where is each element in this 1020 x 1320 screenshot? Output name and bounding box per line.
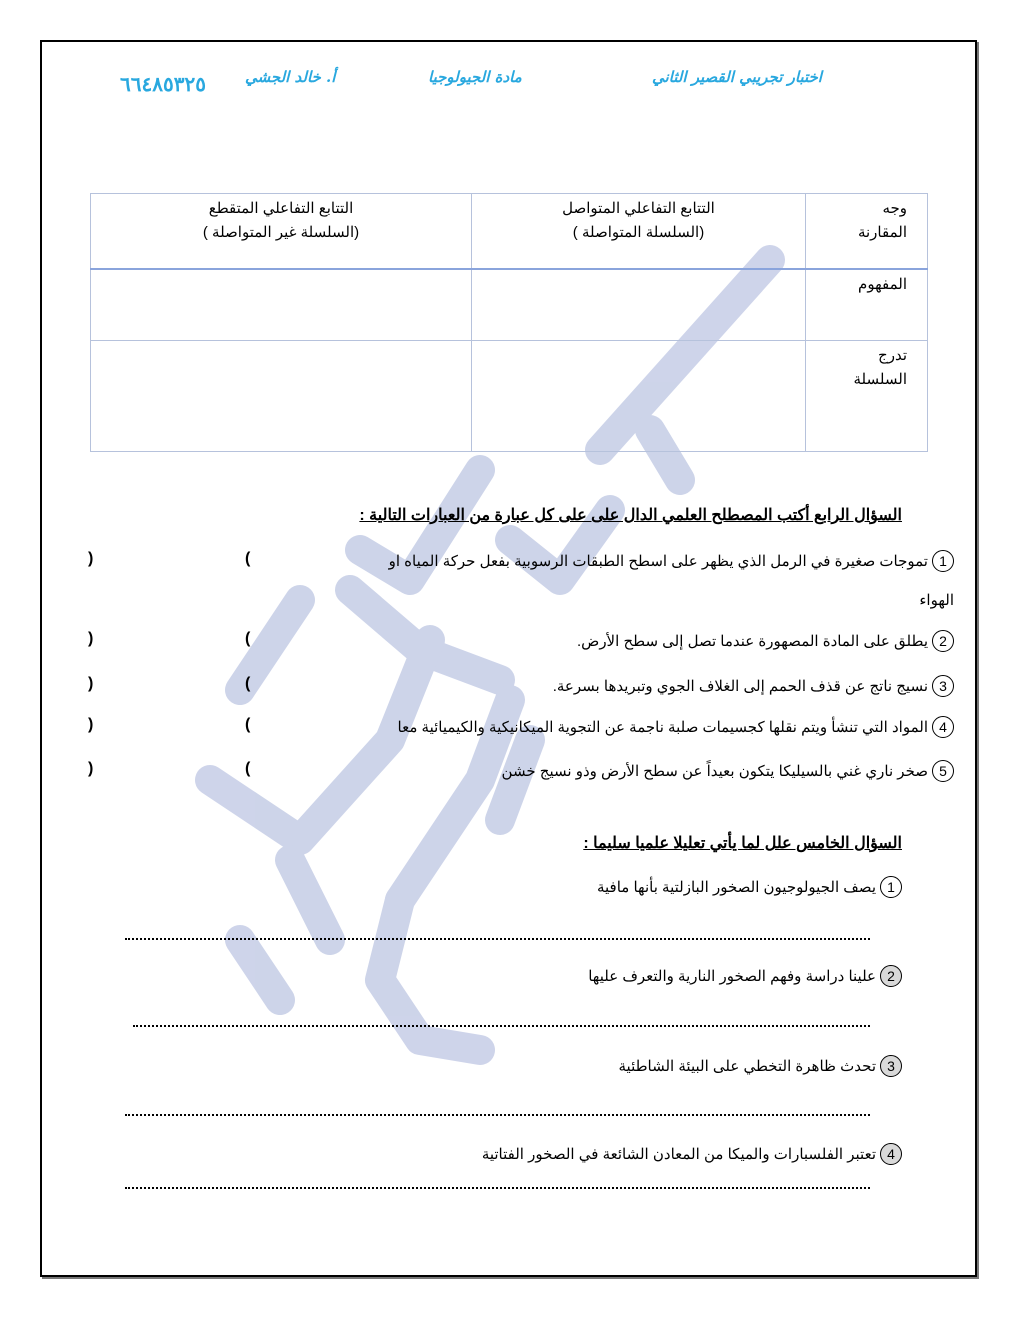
answer-open-paren: ( bbox=[245, 630, 251, 647]
item-continuation: الهواء bbox=[919, 592, 954, 609]
list-item bbox=[398, 716, 954, 738]
list-item bbox=[619, 1055, 903, 1077]
item-number: 1 bbox=[932, 550, 954, 572]
item-text: تموجات صغيرة في الرمل الذي يظهر على اسطح الطبقات الرسوبية بفعل حركة المياه او bbox=[388, 553, 928, 570]
item-text: تعتبر الفلسبارات والميكا من المعادن الشائعة في الصخور الفتاتية bbox=[481, 1146, 876, 1163]
item-text: نسيج ناتج عن قذف الحمم إلى الغلاف الجوي وتبريدها بسرعة. bbox=[552, 678, 928, 695]
item-text: يطلق على المادة المصهورة عندما تصل إلى سطح الأرض. bbox=[577, 633, 928, 650]
answer-open-paren: ( bbox=[245, 550, 251, 567]
col-header-discontinuous: التتابع التفاعلي المتقطع (السلسلة غير المتواصلة ) bbox=[91, 194, 472, 270]
answer-line[interactable] bbox=[125, 1110, 870, 1116]
comparison-table bbox=[90, 193, 928, 452]
phone-number: ٦٦٤٨٥٣٢٥ bbox=[120, 72, 206, 96]
list-item bbox=[389, 550, 954, 572]
table-row bbox=[91, 341, 928, 452]
item-number: 4 bbox=[932, 716, 954, 738]
question4-title: السؤال الرابع أكتب المصطلح العلمي الدال على على كل عبارة من العبارات التالية : bbox=[359, 507, 902, 524]
item-text: علينا دراسة وفهم الصخور النارية والتعرف عليها bbox=[588, 968, 876, 985]
col-header-continuous: التتابع التفاعلي المتواصل (السلسلة المتواصلة ) bbox=[472, 194, 806, 270]
answer-open-paren: ( bbox=[245, 760, 251, 777]
item-number: 2 bbox=[932, 630, 954, 652]
item-number: 3 bbox=[932, 675, 954, 697]
answer-cell[interactable] bbox=[91, 341, 472, 452]
item-number: 3 bbox=[880, 1055, 902, 1077]
list-item bbox=[577, 630, 954, 652]
answer-open-paren: ( bbox=[245, 675, 251, 692]
list-item bbox=[482, 1143, 902, 1165]
answer-close-paren: ) bbox=[88, 630, 94, 647]
list-item bbox=[502, 760, 954, 782]
answer-cell[interactable] bbox=[472, 341, 806, 452]
row-label-gradation: تدرج السلسلة bbox=[806, 341, 928, 452]
corner-cell: وجه المقارنة bbox=[806, 194, 928, 270]
answer-line[interactable] bbox=[133, 1021, 870, 1027]
item-number: 5 bbox=[932, 760, 954, 782]
table-header-row bbox=[91, 194, 928, 270]
item-number: 2 bbox=[880, 965, 902, 987]
answer-close-paren: ) bbox=[88, 675, 94, 692]
list-item bbox=[588, 965, 902, 987]
item-text: تحدث ظاهرة التخطي على البيئة الشاطئية bbox=[618, 1058, 876, 1075]
answer-close-paren: ) bbox=[88, 760, 94, 777]
answer-cell[interactable] bbox=[91, 269, 472, 341]
table-row bbox=[91, 269, 928, 341]
answer-line[interactable] bbox=[125, 1183, 870, 1189]
subject-label: مادة الجيولوجيا bbox=[428, 68, 522, 86]
list-item bbox=[597, 876, 902, 898]
answer-close-paren: ) bbox=[88, 550, 94, 567]
list-item bbox=[553, 675, 954, 697]
row-label-concept: المفهوم bbox=[806, 269, 928, 341]
answer-line[interactable] bbox=[125, 934, 870, 940]
item-number: 4 bbox=[880, 1143, 902, 1165]
answer-cell[interactable] bbox=[472, 269, 806, 341]
answer-close-paren: ) bbox=[88, 716, 94, 733]
exam-title: اختبار تجريبي القصير الثاني bbox=[652, 68, 822, 86]
question5-title: السؤال الخامس علل لما يأتي تعليلا علميا سليما : bbox=[583, 835, 902, 852]
item-text: يصف الجيولوجيون الصخور البازلتية بأنها مافية bbox=[596, 879, 876, 896]
teacher-name: أ. خالد الجشي bbox=[245, 68, 336, 86]
item-text: صخر ناري غني بالسيليكا يتكون بعيداً عن سطح الأرض وذو نسيج خشن bbox=[501, 763, 928, 780]
item-number: 1 bbox=[880, 876, 902, 898]
answer-open-paren: ( bbox=[245, 716, 251, 733]
item-text: المواد التي تنشأ ويتم نقلها كجسيمات صلبة ناجمة عن التجوية الميكانيكية والكيميائية معا bbox=[397, 719, 928, 736]
